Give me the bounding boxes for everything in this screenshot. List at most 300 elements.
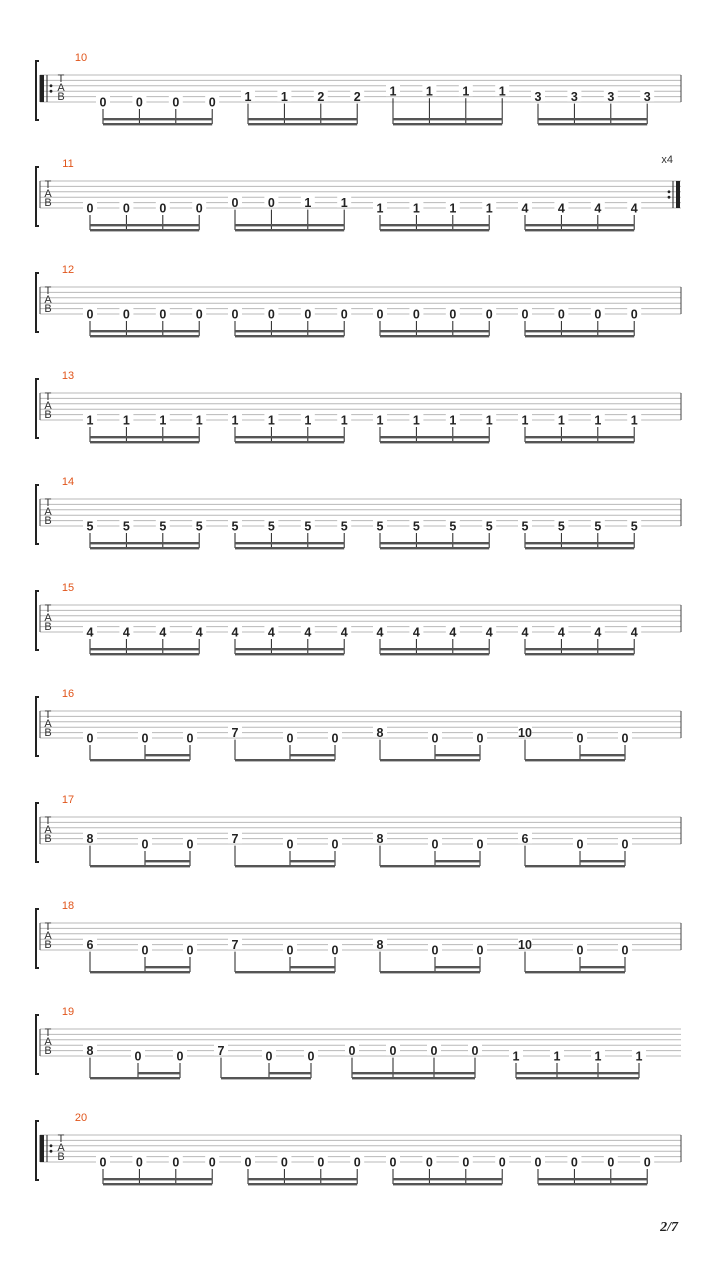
note-group xyxy=(83,731,197,761)
fret-number: 4 xyxy=(557,201,565,216)
tab-letter-b: B xyxy=(57,91,65,103)
fret-number: 0 xyxy=(431,731,439,746)
fret-number: 0 xyxy=(431,943,439,958)
fret-number: 5 xyxy=(594,519,602,534)
fret-number: 1 xyxy=(498,84,506,99)
fret-number: 4 xyxy=(630,625,638,640)
note-group xyxy=(518,625,641,655)
measure-number: 18 xyxy=(61,900,75,912)
note-group xyxy=(228,726,342,762)
system-brace xyxy=(36,591,39,650)
fret-number: 7 xyxy=(231,832,239,847)
fret-number: 6 xyxy=(521,832,529,847)
fret-number: 0 xyxy=(576,943,584,958)
beam-primary xyxy=(393,1183,502,1185)
fret-number: 10 xyxy=(518,726,532,741)
fret-number: 4 xyxy=(594,201,602,216)
system-brace xyxy=(36,803,39,862)
note-group xyxy=(96,1155,219,1185)
fret-number: 1 xyxy=(304,413,312,428)
fret-number: 0 xyxy=(186,731,194,746)
note-group xyxy=(518,307,641,337)
repeat-dot xyxy=(50,84,53,87)
system-brace xyxy=(36,1015,39,1074)
tab-letter-a: A xyxy=(44,824,52,836)
beam-secondary xyxy=(138,1072,180,1074)
fret-number: 1 xyxy=(122,413,130,428)
fret-number: 0 xyxy=(267,307,275,322)
note-group xyxy=(241,1155,364,1185)
tab-letter-b: B xyxy=(44,1045,52,1057)
fret-number: 0 xyxy=(186,943,194,958)
fret-number: 1 xyxy=(304,196,312,211)
tab-letter-t: T xyxy=(44,391,52,403)
fret-number: 4 xyxy=(340,625,348,640)
fret-number: 2 xyxy=(317,90,325,105)
fret-number: 0 xyxy=(99,95,107,110)
fret-number: 4 xyxy=(485,625,493,640)
fret-number: 5 xyxy=(159,519,167,534)
beam-secondary xyxy=(525,436,634,438)
fret-number: 4 xyxy=(630,201,638,216)
note-group xyxy=(83,1044,187,1080)
fret-number: 1 xyxy=(512,1049,520,1064)
note-group xyxy=(83,519,206,549)
fret-number: 1 xyxy=(280,90,288,105)
fret-number: 0 xyxy=(430,1044,438,1059)
tab-letter-b: B xyxy=(44,197,52,209)
fret-number: 0 xyxy=(621,943,629,958)
fret-number: 1 xyxy=(244,90,252,105)
system-brace xyxy=(36,167,39,226)
fret-number: 0 xyxy=(141,731,149,746)
tab-letter-t: T xyxy=(57,1133,65,1145)
beam-secondary xyxy=(90,224,199,226)
tab-letter-a: A xyxy=(44,506,52,518)
fret-number: 5 xyxy=(231,519,239,534)
fret-number: 0 xyxy=(99,1155,107,1170)
beam-primary xyxy=(90,441,199,443)
beam-secondary xyxy=(290,966,335,968)
fret-number: 0 xyxy=(86,201,94,216)
fret-number: 0 xyxy=(348,1044,356,1059)
fret-number: 4 xyxy=(521,625,529,640)
fret-number: 0 xyxy=(412,307,420,322)
note-group xyxy=(518,519,641,549)
tab-letter-b: B xyxy=(44,303,52,315)
beam-primary xyxy=(393,123,502,125)
note-group xyxy=(228,938,342,974)
fret-number: 0 xyxy=(208,95,216,110)
beam-primary xyxy=(380,229,489,231)
fret-number: 1 xyxy=(630,413,638,428)
beam-primary xyxy=(235,335,344,337)
system-brace xyxy=(36,379,39,438)
beam-primary xyxy=(516,1077,639,1079)
beam-secondary xyxy=(516,1072,639,1074)
beam-secondary xyxy=(90,648,199,650)
tab-letter-t: T xyxy=(44,815,52,827)
beam-secondary xyxy=(580,754,625,756)
fret-number: 0 xyxy=(186,837,194,852)
fret-number: 0 xyxy=(449,307,457,322)
tab-letter-b: B xyxy=(44,727,52,739)
note-group xyxy=(373,625,496,655)
fret-number: 1 xyxy=(594,413,602,428)
fret-number: 1 xyxy=(340,413,348,428)
beam-secondary xyxy=(393,1178,502,1180)
measure-number: 20 xyxy=(74,1112,88,1124)
note-group xyxy=(373,519,496,549)
tab-letter-a: A xyxy=(44,400,52,412)
fret-number: 0 xyxy=(462,1155,470,1170)
beam-primary xyxy=(90,547,199,549)
fret-number: 8 xyxy=(376,726,384,741)
fret-number: 5 xyxy=(86,519,94,534)
fret-number: 0 xyxy=(135,95,143,110)
tab-letter-b: B xyxy=(44,621,52,633)
fret-number: 5 xyxy=(557,519,565,534)
tab-system-11 xyxy=(36,154,681,231)
note-group xyxy=(228,307,351,337)
fret-number: 4 xyxy=(449,625,457,640)
fret-number: 1 xyxy=(159,413,167,428)
fret-number: 0 xyxy=(557,307,565,322)
fret-number: 0 xyxy=(265,1049,273,1064)
beam-secondary xyxy=(380,330,489,332)
fret-number: 0 xyxy=(286,943,294,958)
fret-number: 0 xyxy=(317,1155,325,1170)
repeat-start-thick-bar xyxy=(40,1135,44,1162)
fret-number: 1 xyxy=(412,201,420,216)
tab-letter-t: T xyxy=(44,603,52,615)
fret-number: 4 xyxy=(231,625,239,640)
fret-number: 4 xyxy=(594,625,602,640)
system-brace xyxy=(36,697,39,756)
beam-primary xyxy=(538,1183,647,1185)
fret-number: 1 xyxy=(340,196,348,211)
tab-letter-b: B xyxy=(44,515,52,527)
beam-primary xyxy=(248,1183,357,1185)
beam-primary xyxy=(380,547,489,549)
beam-primary xyxy=(525,653,634,655)
fret-number: 1 xyxy=(376,201,384,216)
beam-primary xyxy=(103,1183,212,1185)
fret-number: 1 xyxy=(462,84,470,99)
beam-secondary xyxy=(235,648,344,650)
tab-letter-a: A xyxy=(57,1142,65,1154)
fret-number: 0 xyxy=(195,307,203,322)
fret-number: 5 xyxy=(485,519,493,534)
tab-system-14 xyxy=(36,476,681,549)
beam-secondary xyxy=(290,754,335,756)
beam-secondary xyxy=(380,436,489,438)
fret-number: 0 xyxy=(134,1049,142,1064)
fret-number: 0 xyxy=(159,201,167,216)
fret-number: 8 xyxy=(376,832,384,847)
page-number: 2/7 xyxy=(660,1220,678,1235)
tab-letter-t: T xyxy=(57,73,65,85)
beam-primary xyxy=(90,865,190,867)
beam-primary xyxy=(235,865,335,867)
note-group xyxy=(373,726,487,762)
beam-secondary xyxy=(525,330,634,332)
beam-primary xyxy=(525,441,634,443)
fret-number: 5 xyxy=(630,519,638,534)
note-group xyxy=(228,413,351,443)
beam-secondary xyxy=(380,542,489,544)
note-group xyxy=(228,625,351,655)
fret-number: 5 xyxy=(340,519,348,534)
beam-secondary xyxy=(435,966,480,968)
fret-number: 0 xyxy=(122,307,130,322)
fret-number: 4 xyxy=(521,201,529,216)
fret-number: 0 xyxy=(331,731,339,746)
fret-number: 0 xyxy=(471,1044,479,1059)
fret-number: 0 xyxy=(425,1155,433,1170)
fret-number: 4 xyxy=(412,625,420,640)
fret-number: 1 xyxy=(485,413,493,428)
beam-primary xyxy=(103,123,212,125)
fret-number: 1 xyxy=(557,413,565,428)
fret-number: 1 xyxy=(485,201,493,216)
note-group xyxy=(518,938,632,974)
fret-number: 0 xyxy=(476,943,484,958)
fret-number: 1 xyxy=(449,413,457,428)
system-brace xyxy=(36,273,39,332)
tab-letter-a: A xyxy=(44,612,52,624)
beam-secondary xyxy=(525,648,634,650)
tab-system-18 xyxy=(36,900,681,973)
beam-primary xyxy=(525,229,634,231)
beam-primary xyxy=(235,547,344,549)
fret-number: 0 xyxy=(534,1155,542,1170)
beam-primary xyxy=(525,971,625,973)
fret-number: 0 xyxy=(267,196,275,211)
fret-number: 0 xyxy=(172,95,180,110)
beam-primary xyxy=(380,335,489,337)
fret-number: 0 xyxy=(172,1155,180,1170)
fret-number: 0 xyxy=(576,731,584,746)
fret-number: 4 xyxy=(159,625,167,640)
fret-number: 0 xyxy=(208,1155,216,1170)
fret-number: 0 xyxy=(476,731,484,746)
fret-number: 0 xyxy=(521,307,529,322)
fret-number: 8 xyxy=(376,938,384,953)
fret-number: 1 xyxy=(267,413,275,428)
fret-number: 0 xyxy=(389,1044,397,1059)
measure-number: 14 xyxy=(61,476,75,488)
beam-primary xyxy=(380,865,480,867)
beam-secondary xyxy=(435,860,480,862)
fret-number: 0 xyxy=(86,307,94,322)
beam-secondary xyxy=(352,1072,475,1074)
system-brace xyxy=(36,909,39,968)
beam-primary xyxy=(380,653,489,655)
beam-primary xyxy=(90,759,190,761)
fret-number: 1 xyxy=(553,1049,561,1064)
note-group xyxy=(509,1049,646,1079)
beam-secondary xyxy=(538,1178,647,1180)
beam-primary xyxy=(525,547,634,549)
beam-secondary xyxy=(235,224,344,226)
fret-number: 0 xyxy=(498,1155,506,1170)
note-group xyxy=(518,726,632,762)
beam-primary xyxy=(235,971,335,973)
fret-number: 0 xyxy=(630,307,638,322)
beam-secondary xyxy=(393,118,502,120)
fret-number: 0 xyxy=(307,1049,315,1064)
note-group xyxy=(373,832,487,868)
fret-number: 0 xyxy=(331,837,339,852)
beam-primary xyxy=(352,1077,475,1079)
tab-system-16 xyxy=(36,688,681,761)
measure-number: 10 xyxy=(74,52,88,64)
fret-number: 5 xyxy=(449,519,457,534)
fret-number: 0 xyxy=(159,307,167,322)
repeat-start-thick-bar xyxy=(40,75,44,102)
system-brace xyxy=(36,1121,39,1180)
fret-number: 0 xyxy=(231,196,239,211)
beam-primary xyxy=(380,971,480,973)
beam-primary xyxy=(525,335,634,337)
fret-number: 6 xyxy=(86,938,94,953)
beam-secondary xyxy=(248,118,357,120)
fret-number: 0 xyxy=(643,1155,651,1170)
beam-primary xyxy=(248,123,357,125)
fret-number: 3 xyxy=(570,90,578,105)
fret-number: 7 xyxy=(217,1044,225,1059)
note-group xyxy=(83,832,197,868)
beam-secondary xyxy=(435,754,480,756)
fret-number: 1 xyxy=(635,1049,643,1064)
tab-letter-t: T xyxy=(44,1027,52,1039)
fret-number: 3 xyxy=(534,90,542,105)
note-group xyxy=(531,90,654,126)
tab-letter-a: A xyxy=(44,930,52,942)
beam-secondary xyxy=(580,966,625,968)
beam-primary xyxy=(525,759,625,761)
beam-primary xyxy=(380,441,489,443)
note-group xyxy=(518,413,641,443)
tab-letter-a: A xyxy=(57,82,65,94)
note-group xyxy=(518,832,632,868)
fret-number: 0 xyxy=(280,1155,288,1170)
fret-number: 0 xyxy=(86,731,94,746)
measure-number: 17 xyxy=(61,794,75,806)
note-group xyxy=(228,519,351,549)
tab-system-15 xyxy=(36,582,681,655)
repeat-end-thick-bar xyxy=(676,181,680,208)
tab-letter-t: T xyxy=(44,709,52,721)
fret-number: 0 xyxy=(607,1155,615,1170)
fret-number: 1 xyxy=(449,201,457,216)
beam-secondary xyxy=(290,860,335,862)
beam-primary xyxy=(235,441,344,443)
note-group xyxy=(386,1155,509,1185)
fret-number: 0 xyxy=(141,943,149,958)
beam-primary xyxy=(221,1077,311,1079)
note-group xyxy=(83,938,197,974)
fret-number: 10 xyxy=(518,938,532,953)
beam-secondary xyxy=(90,542,199,544)
fret-number: 5 xyxy=(122,519,130,534)
beam-primary xyxy=(525,865,625,867)
measure-number: 19 xyxy=(61,1006,75,1018)
note-group xyxy=(518,201,641,231)
measure-number: 16 xyxy=(61,688,75,700)
fret-number: 0 xyxy=(304,307,312,322)
fret-number: 4 xyxy=(195,625,203,640)
fret-number: 2 xyxy=(353,90,361,105)
fret-number: 1 xyxy=(231,413,239,428)
note-group xyxy=(373,938,487,974)
tab-system-10 xyxy=(36,52,681,125)
fret-number: 0 xyxy=(331,943,339,958)
fret-number: 1 xyxy=(425,84,433,99)
beam-secondary xyxy=(145,754,190,756)
beam-primary xyxy=(538,123,647,125)
note-group xyxy=(96,95,219,125)
measure-number: 11 xyxy=(62,158,74,170)
fret-number: 1 xyxy=(412,413,420,428)
note-group xyxy=(373,201,496,231)
note-group xyxy=(214,1044,318,1080)
fret-number: 0 xyxy=(135,1155,143,1170)
beam-secondary xyxy=(235,542,344,544)
tab-letter-a: A xyxy=(44,294,52,306)
tab-letter-b: B xyxy=(57,1151,65,1163)
fret-number: 5 xyxy=(376,519,384,534)
fret-number: 0 xyxy=(485,307,493,322)
beam-primary xyxy=(235,229,344,231)
fret-number: 0 xyxy=(286,837,294,852)
tab-letter-t: T xyxy=(44,921,52,933)
beam-primary xyxy=(90,229,199,231)
system-brace xyxy=(36,485,39,544)
fret-number: 5 xyxy=(412,519,420,534)
fret-number: 0 xyxy=(431,837,439,852)
beam-secondary xyxy=(235,436,344,438)
fret-number: 1 xyxy=(389,84,397,99)
note-group xyxy=(83,413,206,443)
beam-secondary xyxy=(525,542,634,544)
note-group xyxy=(83,307,206,337)
repeat-dot xyxy=(50,1144,53,1147)
fret-number: 4 xyxy=(267,625,275,640)
note-group xyxy=(531,1155,654,1185)
tab-system-17 xyxy=(36,794,681,867)
system-brace xyxy=(36,61,39,120)
fret-number: 0 xyxy=(141,837,149,852)
repeat-dot xyxy=(50,1150,53,1153)
fret-number: 0 xyxy=(376,307,384,322)
note-group xyxy=(241,90,364,126)
fret-number: 4 xyxy=(376,625,384,640)
beam-secondary xyxy=(145,860,190,862)
note-group xyxy=(386,84,509,125)
beam-secondary xyxy=(269,1072,311,1074)
fret-number: 3 xyxy=(607,90,615,105)
fret-number: 0 xyxy=(389,1155,397,1170)
note-group xyxy=(83,625,206,655)
measure-number: 15 xyxy=(61,582,75,594)
fret-number: 0 xyxy=(340,307,348,322)
beam-primary xyxy=(90,653,199,655)
fret-number: 1 xyxy=(521,413,529,428)
beam-primary xyxy=(235,653,344,655)
fret-number: 0 xyxy=(195,201,203,216)
